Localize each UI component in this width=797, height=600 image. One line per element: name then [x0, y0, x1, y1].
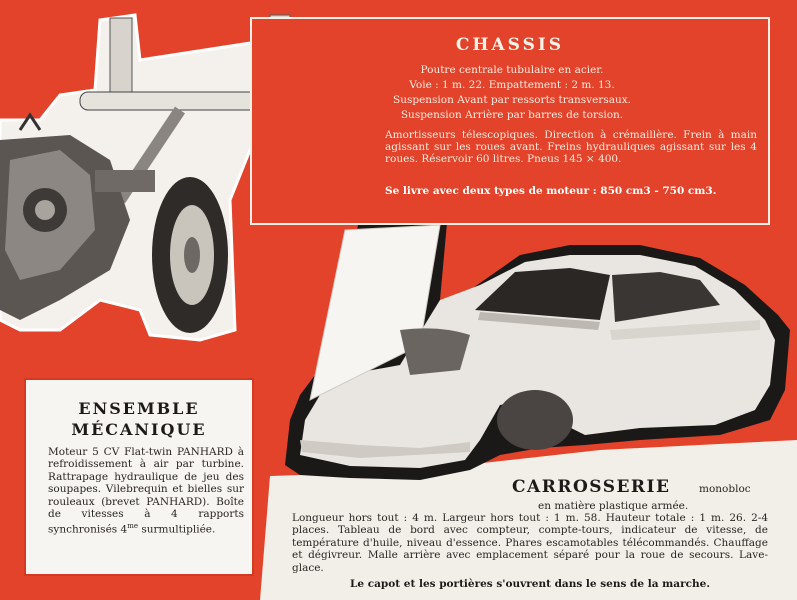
- mecanique-text-end: surmultipliée.: [137, 523, 216, 536]
- chassis-section: [250, 17, 770, 225]
- carrosserie-subtitle-1: monobloc: [699, 483, 751, 495]
- carrosserie-subtitle-2: en matière plastique armée.: [538, 500, 689, 512]
- mecanique-title-line-2: MÉCANIQUE: [71, 420, 207, 439]
- chassis-line: Voie : 1 m. 22. Empattement : 2 m. 13.: [409, 79, 615, 91]
- chassis-engines: Se livre avec deux types de moteur : 850 cm3 - 750 cm3.: [385, 185, 717, 197]
- chassis-paragraph: Amortisseurs télescopiques. Direction à crémaillère. Frein à main agissant sur les roues avant. Freins hydrauliques agissant sur les 4 roues. Réservoir 60 litres. Pneus 145 × 400.: [385, 129, 757, 165]
- mecanique-section: [24, 378, 254, 576]
- chassis-line: Suspension Arrière par barres de torsion.: [400, 109, 624, 121]
- chassis-title: CHASSIS: [455, 35, 565, 55]
- chassis-line: Poutre centrale tubulaire en acier.: [420, 64, 604, 76]
- chassis-spec-lines: [382, 63, 642, 123]
- carrosserie-text: Longueur hors tout : 4 m. Largeur hors tout : 1 m. 58. Hauteur totale : 1 m. 26. 2-4 places. Tableau de bord avec compteur, compte-tours, indicateur de vitesse, de température d'huile, niveau d'essence. Phares escamotables télécommandés. Chauffage et dégivreur. Malle arrière avec emplacement séparé pour la roue de secours. Lave-glace.: [292, 512, 768, 574]
- mecanique-text: [48, 446, 244, 536]
- mecanique-title: [26, 398, 252, 440]
- carrosserie-footer: Le capot et les portières s'ouvrent dans le sens de la marche.: [350, 578, 710, 590]
- mecanique-text-main: Moteur 5 CV Flat-twin PANHARD à refroidissement à air par turbine. Rattrapage hydraulique de jeu des soupapes. Vilebrequin et bielles sur rouleaux (brevet PANHARD). Boîte de vitesses à 4 rapports synchronisés 4: [48, 446, 244, 536]
- mecanique-superscript: me: [127, 522, 138, 531]
- mecanique-title-line-1: ENSEMBLE: [78, 399, 200, 418]
- carrosserie-title: CARROSSERIE: [512, 477, 671, 497]
- chassis-line: Suspension Avant par ressorts transversaux.: [393, 94, 631, 106]
